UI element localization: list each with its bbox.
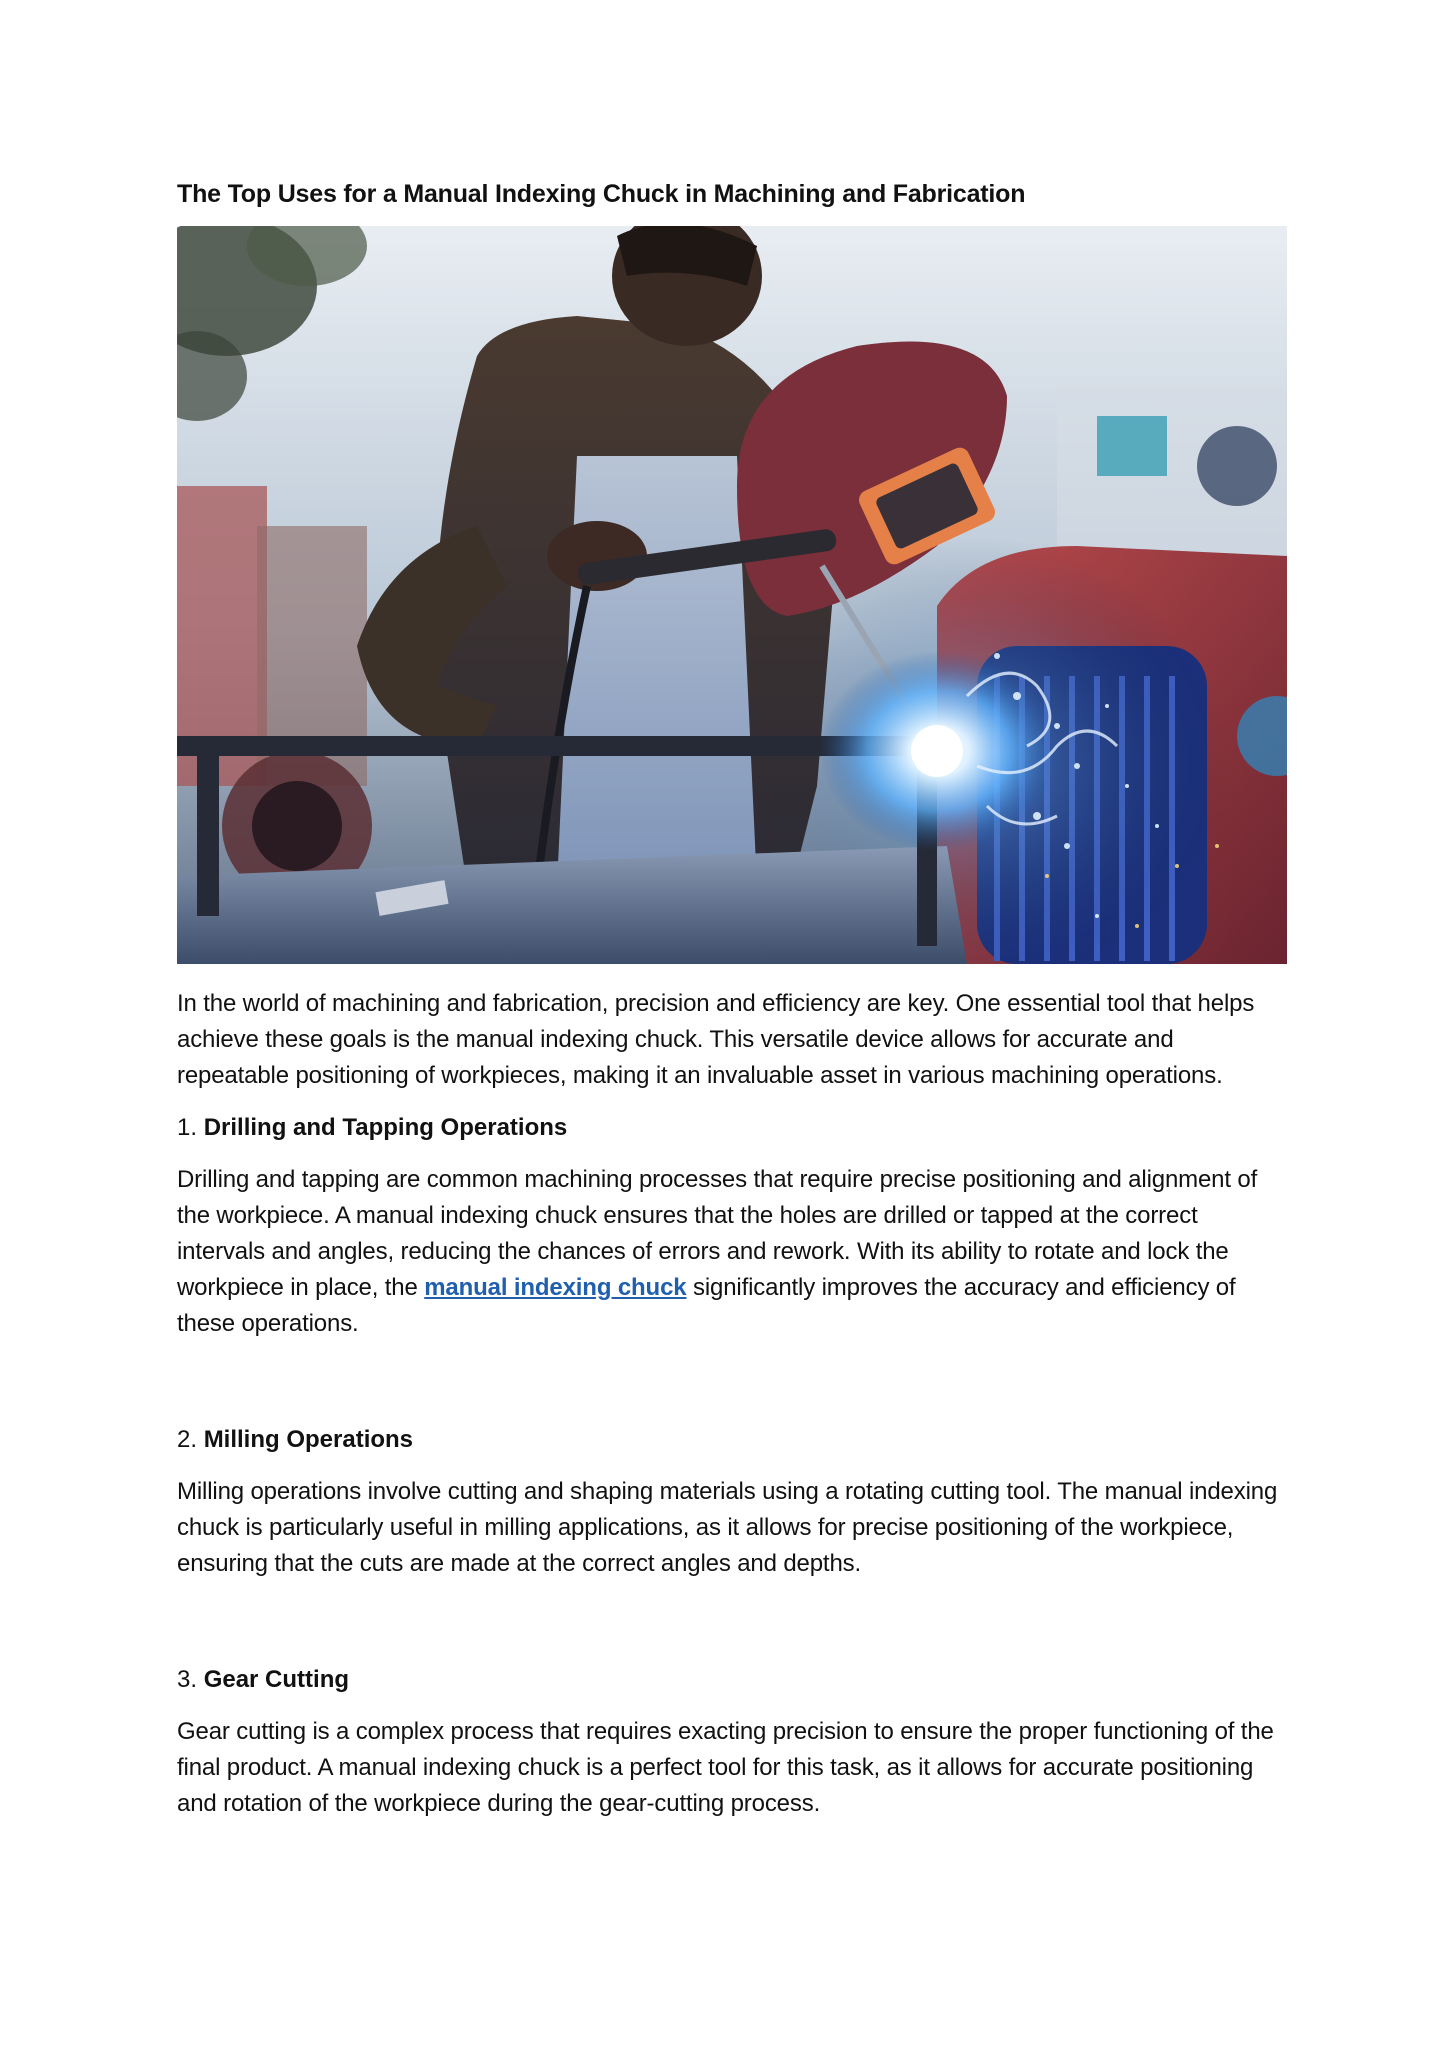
welder-photo-icon [177, 226, 1287, 964]
spacer [177, 1582, 1287, 1646]
document-title: The Top Uses for a Manual Indexing Chuck in Machining and Fabrication [177, 180, 1026, 208]
document-page [177, 178, 1287, 1822]
section-number: 1. [177, 1114, 198, 1141]
paragraph-text: significantly improves the accuracy and efficiency of these operations. [177, 1274, 1236, 1337]
section-number: 3. [177, 1666, 198, 1693]
manual-indexing-chuck-link[interactable]: manual indexing chuck [424, 1274, 687, 1301]
intro-paragraph: In the world of machining and fabrication, precision and efficiency are key. One essential tool that helps achieve these goals is the manual indexing chuck. This versatile device allows for accurate and repeatable positioning of workpieces, making it an invaluable asset in various machining operations. [177, 990, 1255, 1089]
section-title: Gear Cutting [203, 1666, 350, 1693]
section-number: 2. [177, 1426, 198, 1453]
section-title: Drilling and Tapping Operations [203, 1114, 568, 1141]
section-title: Milling Operations [203, 1426, 414, 1453]
paragraph-text: Drilling and tapping are common machining processes that require precise positioning and alignment of the workpiece. A manual indexing chuck ensures that the holes are drilled or tapped at the correct intervals and angles, reducing the chances of errors and rework. With its ability to rotate and lock the workpiece in place, the [177, 1166, 1258, 1301]
section-heading-drilling [177, 1112, 1287, 1144]
spacer [177, 1342, 1287, 1406]
section-paragraph-milling: Milling operations involve cutting and shaping materials using a rotating cutting tool. The manual indexing chuck is particularly useful in milling applications, as it allows for precise positioning of the workpiece, ensuring that the cuts are made at the correct angles and depths. [177, 1478, 1278, 1577]
hero-image [177, 226, 1287, 964]
section-heading-milling [177, 1424, 1287, 1456]
section-heading-gear-cutting [177, 1664, 1287, 1696]
section-paragraph-drilling [177, 1162, 1287, 1342]
section-paragraph-gear-cutting: Gear cutting is a complex process that requires exacting precision to ensure the proper functioning of the final product. A manual indexing chuck is a perfect tool for this task, as it allows for accurate positioning and rotation of the workpiece during the gear-cutting process. [177, 1718, 1274, 1817]
